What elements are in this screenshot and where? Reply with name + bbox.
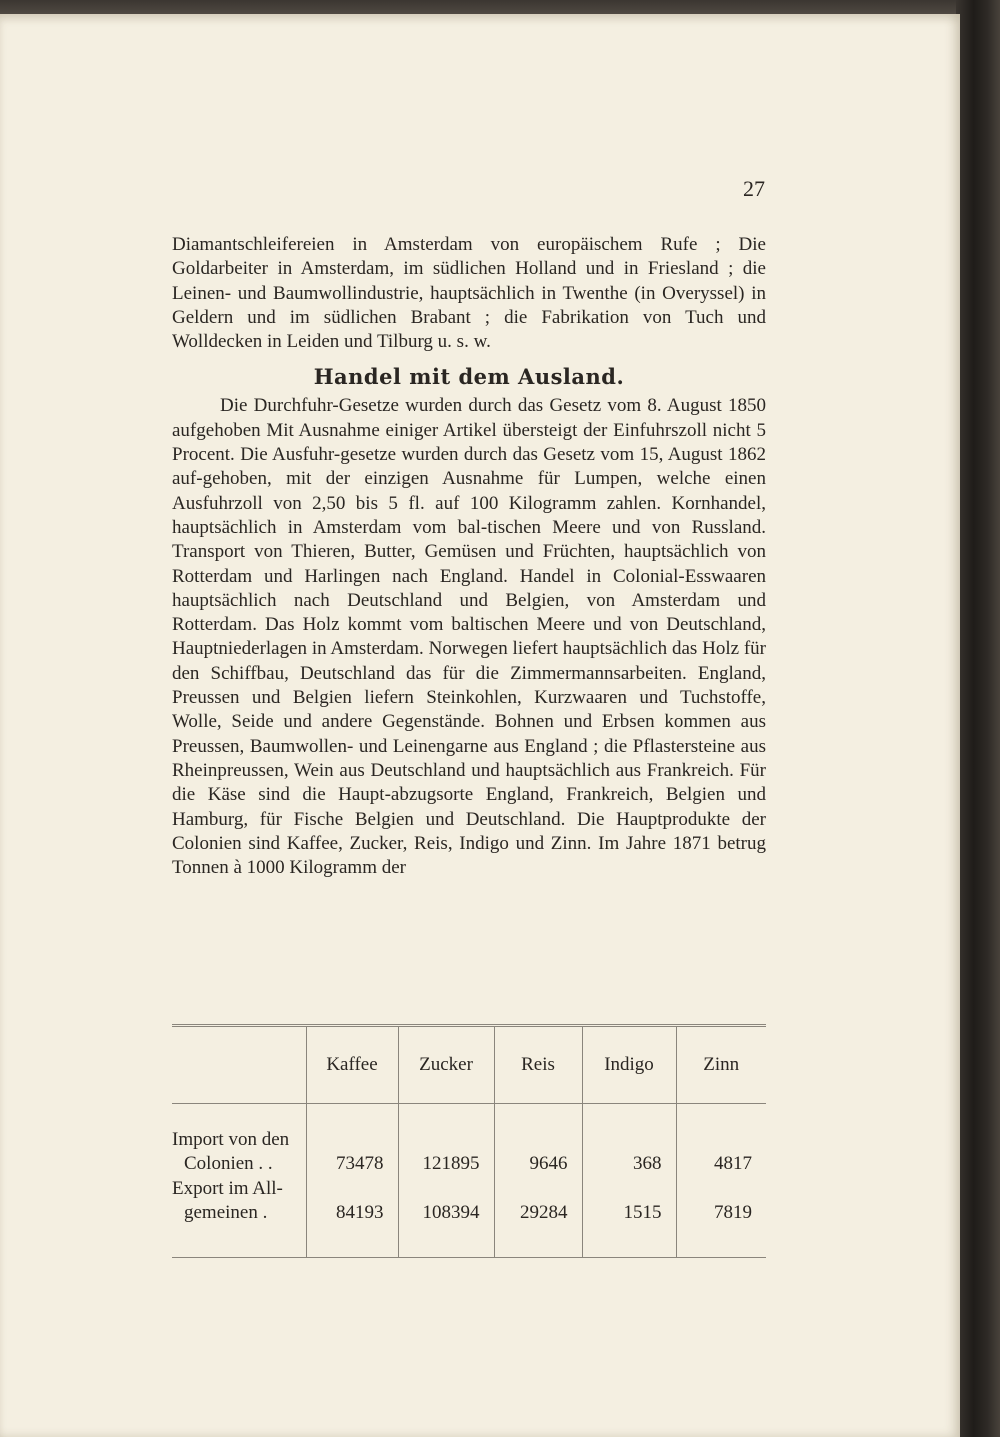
header-zucker: Zucker (398, 1026, 494, 1104)
header-indigo: Indigo (582, 1026, 676, 1104)
import-kaffee: 73478 (336, 1153, 384, 1174)
export-kaffee: 84193 (336, 1201, 384, 1223)
import-zucker: 121895 (422, 1153, 480, 1174)
zucker-values (398, 1104, 494, 1258)
row-label-import: Import von den (172, 1129, 290, 1150)
paragraph-trade: Die Durchfuhr-Gesetze wurden durch das Gesetz vom 8. August 1850 aufgehoben Mit Ausnahme einiger Artikel übersteigt der Einfuhrszoll nicht 5 Procent. Die Ausfuhr-gesetze wurden durch das Gesetz vom 15, August 1862 auf-gehoben, mit der einzigen Ausnahme für Lumpen, welche einen Ausfuhrzoll von 2,50 bis 5 fl. auf 100 Kilogramm zahlen. Kornhandel, hauptsächlich in Amsterdam vom bal-tischen Meere und von Russland. Transport von Thieren, Butter, Gemüsen und Früchten, hauptsächlich von Rotterdam und Harlingen nach England. Handel in Colonial-Esswaaren hauptsächlich nach Deutschland und Belgien, von Amsterdam und Rotterdam. Das Holz kommt vom baltischen Meere und von Deutschland, Hauptniederlagen in Amsterdam. Norwegen liefert hauptsächlich das Holz für den Schiffbau, Deutschland das für die Zimmermannsarbeiten. England, Preussen und Belgien liefern Steinkohlen, Kurzwaaren und Tuchstoffe, Wolle, Seide und andere Gegenstände. Bohnen und Erbsen kommen aus Preussen, Baumwollen- und Leinengarne aus England ; die Pflastersteine aus Rheinpreussen, Wein aus Deutschland und hauptsächlich aus Frankreich. Für die Käse sind die Haupt-abzugsorte England, Frankreich, Belgien und Hamburg, für Fische Belgien und Deutschland. Die Hauptprodukte der Colonien sind Kaffee, Zucker, Reis, Indigo und Zinn. Im Jahre 1871 betrug Tonnen à 1000 Kilogramm der (172, 395, 766, 879)
row-label-export: Export im All- (172, 1177, 283, 1199)
import-zinn: 4817 (714, 1153, 752, 1174)
paragraph-industries: Diamantschleifereien in Amsterdam von europäischem Rufe ; Die Goldarbeiter in Amsterdam, im südlichen Holland und in Friesland ; die Leinen- und Baumwollindustrie, hauptsächlich in Twenthe (in Overyssel) in Geldern und im südlichen Brabant ; die Fabrikation von Tuch und Wolldecken in Leiden und Tilburg u. s. w. (172, 234, 766, 353)
header-cell-blank (172, 1026, 306, 1104)
export-reis: 29284 (520, 1201, 568, 1223)
section-heading: Handel mit dem Ausland. (313, 364, 625, 390)
export-zucker: 108394 (422, 1201, 480, 1223)
indigo-values (582, 1104, 676, 1258)
reis-values (494, 1104, 582, 1258)
row-label-cell (172, 1104, 306, 1258)
header-reis: Reis (494, 1026, 582, 1104)
kaffee-values (306, 1104, 398, 1258)
trade-table-container (172, 1024, 766, 1258)
header-zinn: Zinn (676, 1026, 766, 1104)
page-number: 27 (743, 176, 765, 201)
export-indigo: 1515 (623, 1201, 662, 1223)
import-indigo: 368 (633, 1153, 662, 1174)
export-zinn: 7819 (714, 1201, 752, 1223)
row-label-export-cont: gemeinen . (184, 1201, 268, 1223)
table-header-row (172, 1026, 766, 1104)
import-reis: 9646 (529, 1153, 568, 1174)
table-row (172, 1104, 766, 1258)
zinn-values (676, 1104, 766, 1258)
header-kaffee: Kaffee (306, 1026, 398, 1104)
body-text (172, 233, 766, 880)
colonial-trade-table (172, 1024, 766, 1258)
row-label-import-cont: Colonien . . (184, 1153, 273, 1175)
book-binding (956, 0, 1000, 1437)
